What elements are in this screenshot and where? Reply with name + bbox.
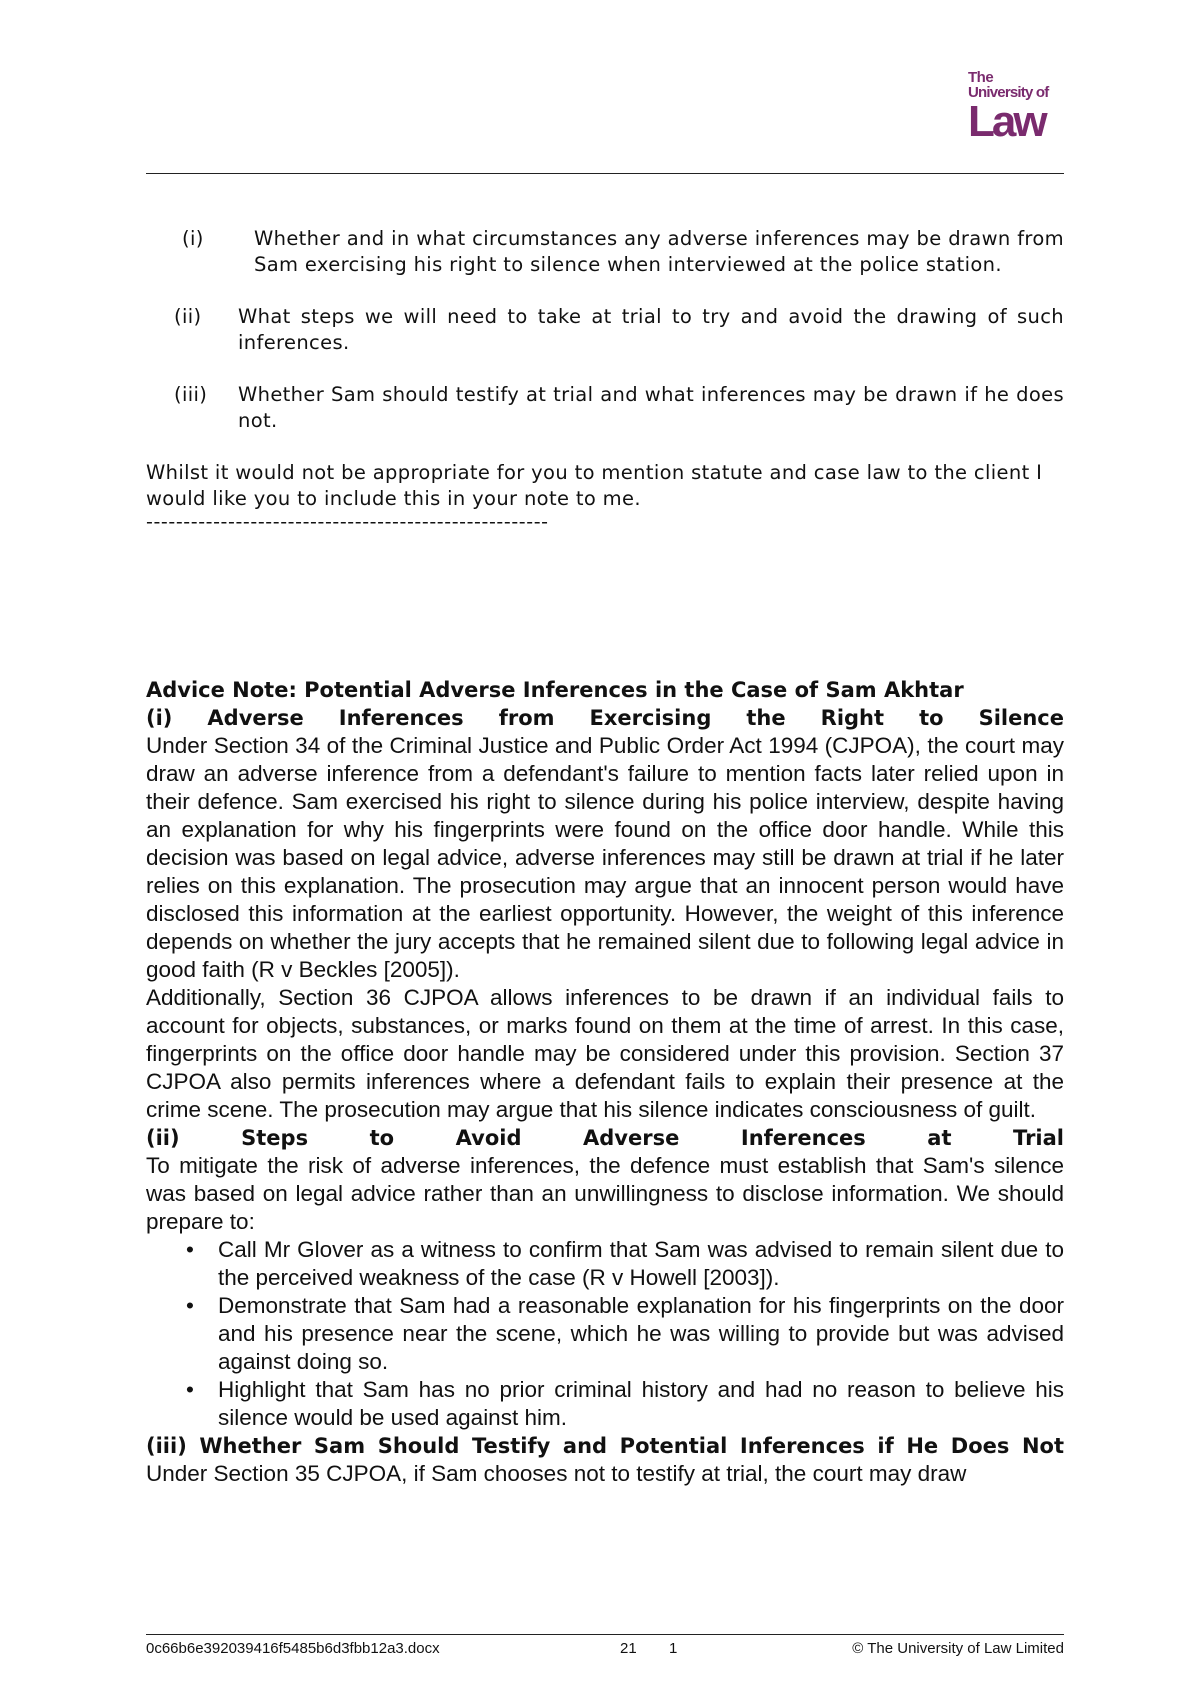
footer-copyright: © The University of Law Limited — [852, 1640, 1064, 1657]
request-item-1 — [146, 226, 1064, 278]
logo-line-law: Law — [968, 97, 1045, 146]
bullet-icon: • — [186, 1293, 194, 1318]
request-item-3 — [146, 382, 1064, 434]
intro-paragraph: Whilst it would not be appropriate for you to mention statute and case law to the client I would like you to include this in your note to me. — [146, 461, 1043, 510]
header-divider — [146, 173, 1064, 174]
logo-line-university-of: University of — [968, 84, 1049, 101]
request-text-1: Whether and in what circumstances any adverse inferences may be drawn from Sam exercising his right to silence when interviewed at the police station. — [254, 227, 1064, 276]
paragraph-section-35: Under Section 35 CJPOA, if Sam chooses not to testify at trial, the court may draw — [146, 1461, 967, 1486]
paragraph-mitigation: To mitigate the risk of adverse inferences, the defence must establish that Sam's silence was based on legal advice rather than an unwillingness to disclose information. We should prepare to: — [146, 1153, 1064, 1234]
bullet-icon: • — [186, 1237, 194, 1262]
instructions-section — [146, 226, 1064, 532]
list-item-text: Highlight that Sam has no prior criminal history and had no reason to believe his silence would be used against him. — [218, 1377, 1064, 1430]
paragraph-section-34: Under Section 34 of the Criminal Justice and Public Order Act 1994 (CJPOA), the court may draw an adverse inference from a defendant's failure to mention facts later relied upon in their defence. Sam exercised his right to silence during his police interview, despite having an explanation for why his fingerprints were found on the office door handle. While this decision was based on legal advice, adverse inferences may still be drawn at trial if he later relies on this explanation. The prosecution may argue that an innocent person would have disclosed this information at the earliest opportunity. However, the weight of this inference depends on whether the jury accepts that he remained silent due to following legal advice in good faith (R v Beckles [2005]). — [146, 733, 1064, 982]
advice-note — [146, 676, 1064, 1488]
request-text-3: Whether Sam should testify at trial and what inferences may be drawn if he does not. — [238, 383, 1064, 432]
steps-list — [146, 1236, 1064, 1432]
request-number-1: (i) — [182, 227, 204, 250]
footer-page-number: 21 — [620, 1640, 637, 1657]
list-item — [146, 1376, 1064, 1432]
footer-filename: 0c66b6e392039416f5485b6d3fbb12a3.docx — [146, 1640, 440, 1657]
logo-line-the: The — [968, 69, 994, 86]
request-number-2: (ii) — [174, 305, 202, 328]
section-heading-2: (ii) Steps to Avoid Adverse Inferences at Trial — [146, 1126, 1064, 1150]
paragraph-section-36-37: Additionally, Section 36 CJPOA allows inferences to be drawn if an individual fails to account for objects, substances, or marks found on them at the time of arrest. In this case, fingerprints on the office door handle may be considered under this provision. Section 37 CJPOA also permits inferences where a defendant fails to explain their presence at the crime scene. The prosecution may argue that his silence indicates consciousness of guilt. — [146, 985, 1064, 1122]
section-heading-3: (iii) Whether Sam Should Testify and Potential Inferences if He Does Not — [146, 1434, 1064, 1458]
request-text-2: What steps we will need to take at trial to try and avoid the drawing of such inferences. — [238, 305, 1064, 354]
list-item-text: Call Mr Glover as a witness to confirm that Sam was advised to remain silent due to the perceived weakness of the case (R v Howell [2003]). — [218, 1237, 1064, 1290]
footer-divider — [146, 1634, 1064, 1635]
bullet-icon: • — [186, 1377, 194, 1402]
request-number-3: (iii) — [174, 383, 208, 406]
footer-page-count: 1 — [669, 1640, 678, 1657]
university-of-law-logo — [968, 69, 1068, 146]
list-item — [146, 1292, 1064, 1376]
list-item-text: Demonstrate that Sam had a reasonable explanation for his fingerprints on the door and his presence near the scene, which he was willing to provide but was advised against doing so. — [218, 1293, 1064, 1374]
list-item — [146, 1236, 1064, 1292]
dashed-separator: ------------------------------------------------------ — [146, 511, 549, 533]
advice-note-title: Advice Note: Potential Adverse Inferences in the Case of Sam Akhtar — [146, 678, 964, 702]
section-heading-1: (i) Adverse Inferences from Exercising the Right to Silence — [146, 706, 1064, 730]
request-item-2 — [146, 304, 1064, 356]
